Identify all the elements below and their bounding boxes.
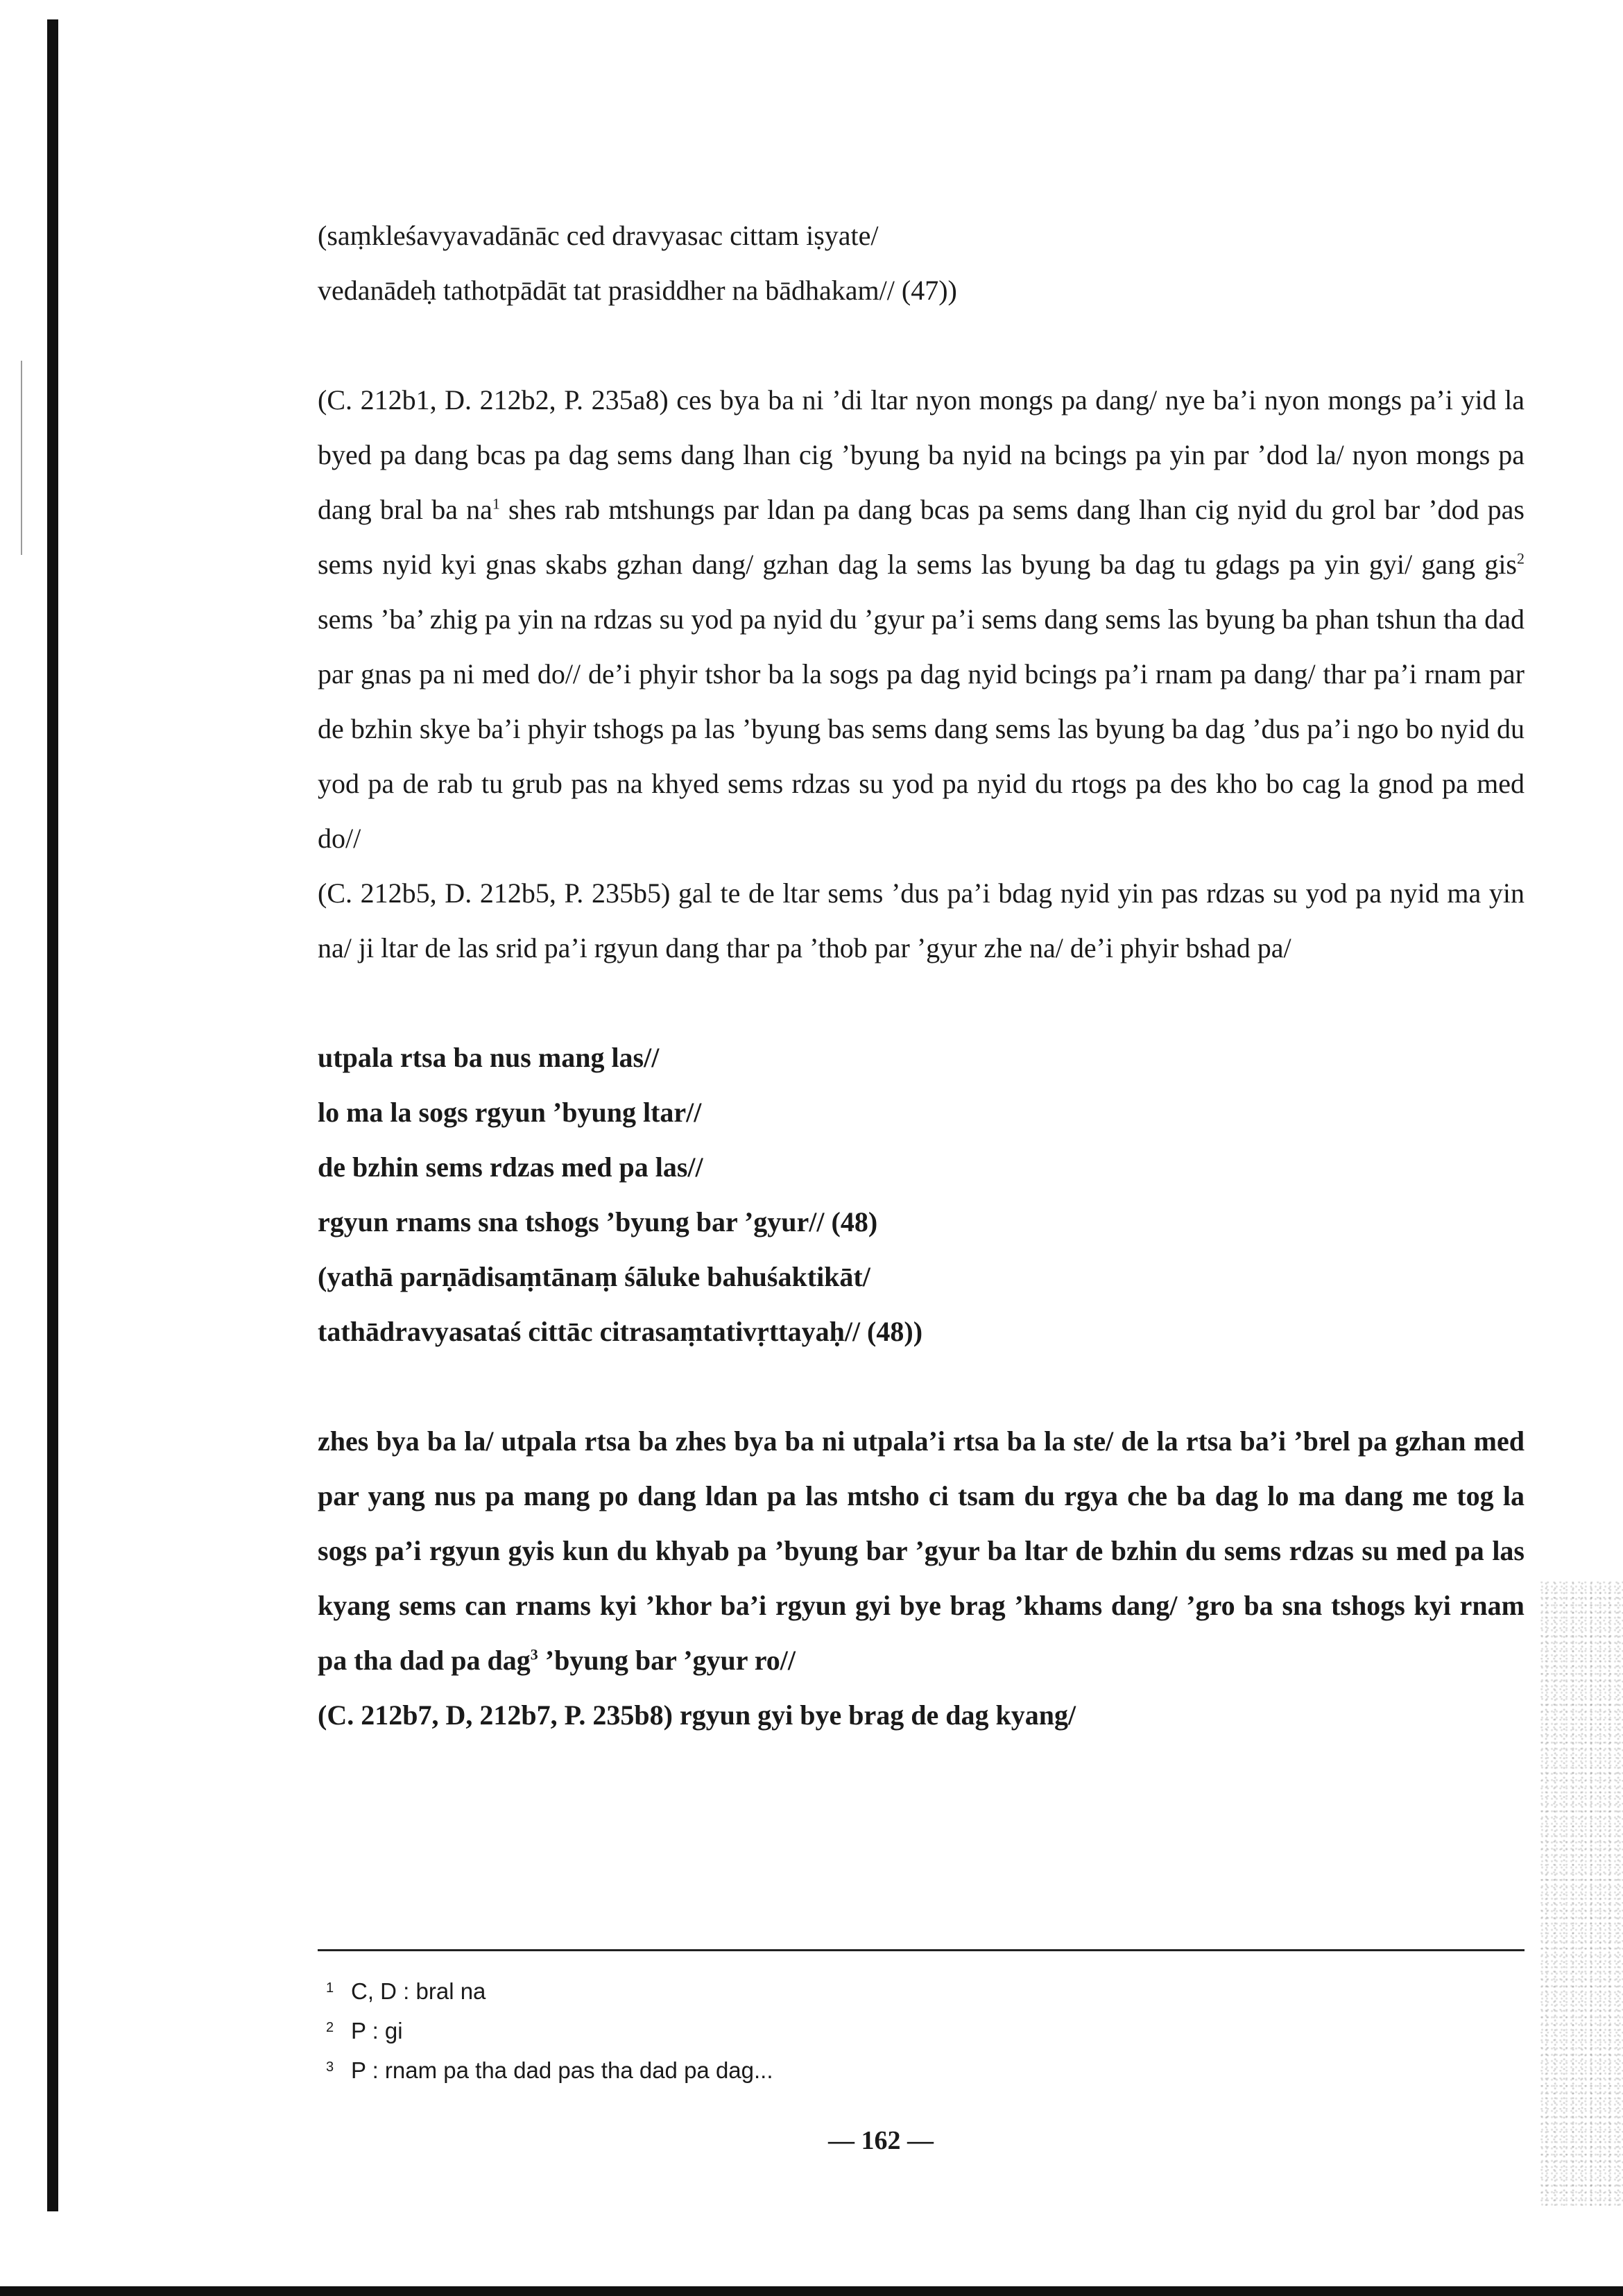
main-text bbox=[318, 208, 1525, 1742]
verse-line: lo ma la sogs rgyun ’byung ltar// bbox=[318, 1097, 702, 1128]
footnote-item bbox=[326, 2010, 1505, 2049]
sanskrit-verse-47 bbox=[318, 208, 1525, 318]
scan-border-bottom bbox=[0, 2286, 1623, 2296]
commentary-paragraph-3 bbox=[318, 1414, 1525, 1688]
paragraph-gap bbox=[318, 975, 1525, 1030]
footnote-item bbox=[326, 2049, 1505, 2089]
commentary-paragraph-1 bbox=[318, 372, 1525, 866]
footnote-text: P : gi bbox=[351, 2018, 403, 2044]
footnote-mark: 1 bbox=[326, 1980, 334, 1996]
commentary-paragraph-2: (C. 212b5, D. 212b5, P. 235b5) gal te de ltar sems ’dus pa’i bdag nyid yin pas rdzas su yod pa nyid ma yin na/ ji ltar de las srid pa’i rgyun dang thar pa ’thob par ’gyur zhe na/ de’i phyir bshad pa/ bbox=[318, 877, 1525, 963]
footnote-divider bbox=[318, 1949, 1525, 1951]
commentary-text: shes rab mtshungs par ldan pa dang bcas pa sems dang lhan cig nyid du grol bar ’dod pas sems nyid kyi gnas skabs gzhan dang/ gzhan dag la sems las byung ba dag tu gdags pa yin gyi/ gang gis bbox=[318, 494, 1525, 580]
verse-line: (saṃkleśavyavadānāc ced dravyasac cittam iṣyate/ bbox=[318, 220, 879, 251]
footnote-ref: 2 bbox=[1517, 549, 1525, 567]
footnotes bbox=[326, 1970, 1505, 2089]
verse-line: rgyun rnams sna tshogs ’byung bar ’gyur// (48) bbox=[318, 1206, 878, 1237]
commentary-text: zhes bya ba la/ utpala rtsa ba zhes bya ba ni utpala’i rtsa ba la ste/ de la rtsa ba’i ’brel pa gzhan med par yang nus pa mang po dang ldan pa las mtsho ci tsam du rgya che ba dag lo ma dang me tog la sogs pa’i rgyun gyis kun du khyab pa ’byung bar ’gyur ba ltar de bzhin du sems rdzas su med pa las kyang sems can rnams kyi ’khor ba’i rgyun gyi bye brag ’khams dang/ ’gro ba sna tshogs kyi rnam pa tha dad pa dag bbox=[318, 1425, 1525, 1676]
verse-line: utpala rtsa ba nus mang las// bbox=[318, 1042, 660, 1073]
verse-line: de bzhin sems rdzas med pa las// bbox=[318, 1151, 703, 1183]
footnote-text: C, D : bral na bbox=[351, 1978, 486, 2004]
commentary-text: ’byung bar ’gyur ro// bbox=[538, 1645, 796, 1676]
verse-line: tathādravyasataś cittāc citrasaṃtativṛttayaḥ// (48)) bbox=[318, 1316, 923, 1347]
footnote-mark: 2 bbox=[326, 2020, 334, 2035]
footnote-text: P : rnam pa tha dad pas tha dad pa dag... bbox=[351, 2057, 773, 2083]
scan-artifact-line bbox=[21, 361, 22, 555]
footnote-item bbox=[326, 1970, 1505, 2010]
verse-line: vedanādeḥ tathotpādāt tat prasiddher na bādhakam// (47)) bbox=[318, 275, 957, 306]
tibetan-verse-48 bbox=[318, 1030, 1525, 1249]
page-number: — 162 — bbox=[828, 2126, 934, 2155]
scan-border-left bbox=[47, 19, 58, 2211]
footnote-ref: 1 bbox=[492, 495, 500, 513]
footnote-ref: 3 bbox=[530, 1645, 538, 1663]
sanskrit-verse-48 bbox=[318, 1249, 1525, 1359]
paragraph-gap bbox=[318, 1359, 1525, 1414]
scan-speckle-right bbox=[1540, 1582, 1623, 2206]
commentary-text: sems ’ba’ zhig pa yin na rdzas su yod pa nyid du ’gyur pa’i sems dang sems las byung ba phan tshun tha dad par gnas pa ni med do// de’i phyir tshor ba la sogs pa dag nyid bcings pa’i rnam pa dang/ thar pa’i rnam par de bzhin skye ba’i phyir tshogs pa las ’byung bas sems dang sems las byung ba dag ’dus pa’i ngo bo nyid du yod pa de rab tu grub pas na khyed sems rdzas su yod pa nyid du rtogs pa des kho bo cag la gnod pa med do// bbox=[318, 603, 1525, 854]
commentary-paragraph-4: (C. 212b7, D, 212b7, P. 235b8) rgyun gyi bye brag de dag kyang/ bbox=[318, 1699, 1076, 1731]
paragraph-gap bbox=[318, 318, 1525, 372]
footnote-mark: 3 bbox=[326, 2059, 334, 2075]
commentary-text: (C. 212b1, D. 212b2, P. 235a8) ces bya ba ni ’di ltar nyon mongs pa dang/ nye ba’i nyon mongs pa’i yid la byed pa dang bcas pa dag sems dang lhan cig ’byung ba nyid na bcings pa yin par ’dod la/ nyon mongs pa dang bral ba na bbox=[318, 384, 1525, 525]
verse-line: (yathā parṇādisaṃtānaṃ śāluke bahuśaktikāt/ bbox=[318, 1261, 870, 1292]
